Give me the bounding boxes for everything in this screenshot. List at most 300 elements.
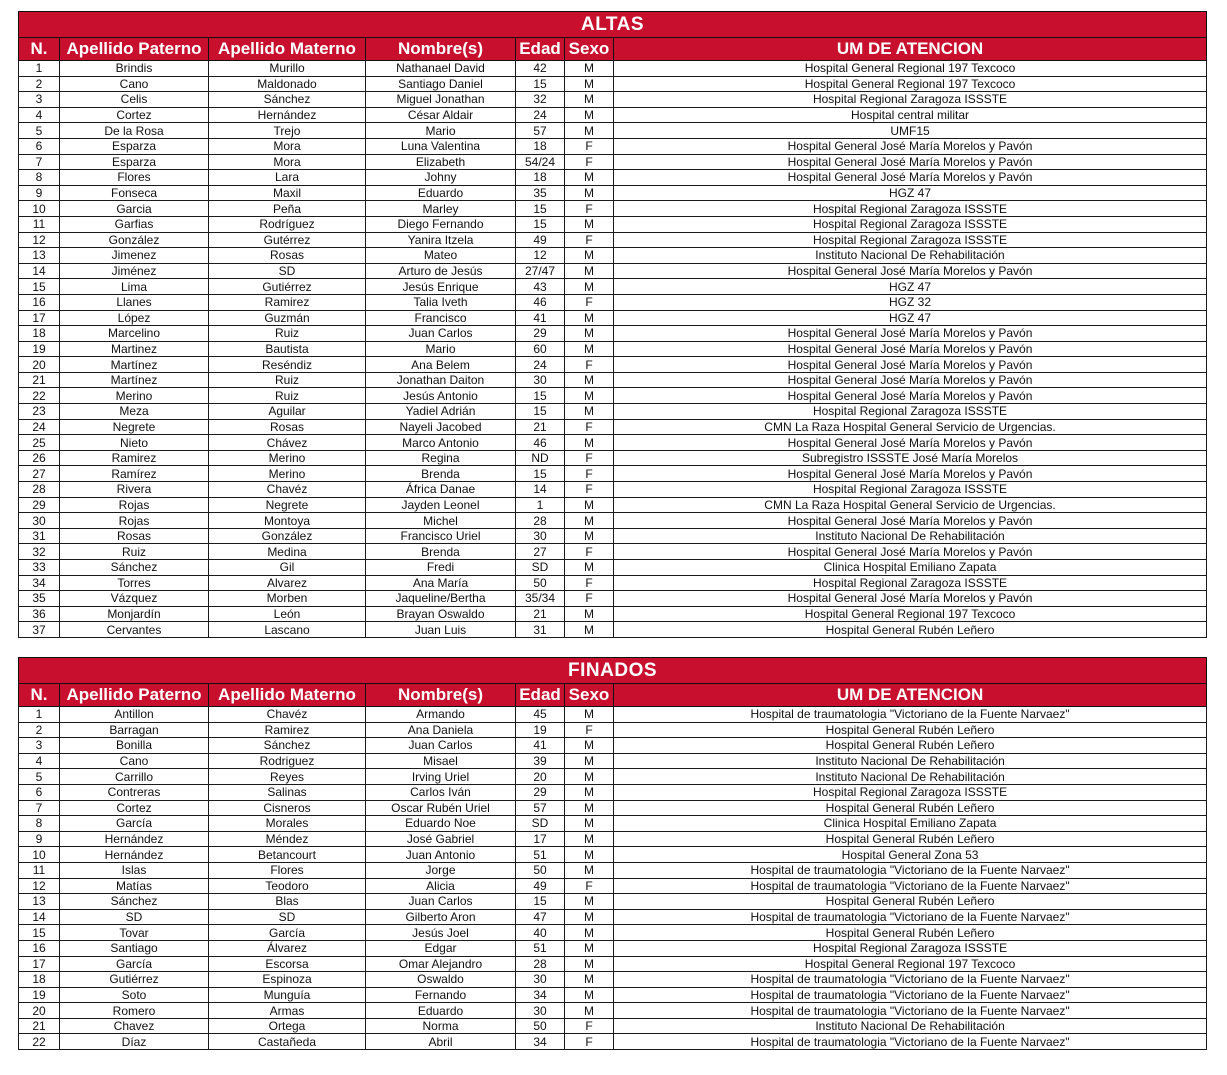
cell-edad: 50: [516, 862, 565, 878]
cell-edad: 15: [516, 201, 565, 217]
cell-apellido-materno: Gutiérrez: [209, 279, 366, 295]
cell-um-atencion: Hospital General José María Morelos y Pavón: [614, 138, 1207, 154]
table-row: [19, 560, 1207, 576]
cell-apellido-materno: Ortega: [209, 1018, 366, 1034]
cell-edad: ND: [516, 450, 565, 466]
cell-apellido-materno: Montoya: [209, 513, 366, 529]
cell-apellido-paterno: Soto: [60, 987, 209, 1003]
cell-um-atencion: Hospital General Regional 197 Texcoco: [614, 76, 1207, 92]
cell-number: 9: [19, 185, 60, 201]
cell-edad: 57: [516, 123, 565, 139]
table-row: [19, 419, 1207, 435]
cell-apellido-paterno: Martínez: [60, 357, 209, 373]
cell-edad: 39: [516, 753, 565, 769]
cell-apellido-paterno: Meza: [60, 404, 209, 420]
cell-nombres: Eduardo: [366, 1003, 516, 1019]
cell-sexo: M: [565, 528, 614, 544]
cell-sexo: M: [565, 769, 614, 785]
cell-number: 28: [19, 482, 60, 498]
col-header-um-atencion: UM DE ATENCION: [614, 38, 1207, 61]
cell-nombres: Juan Antonio: [366, 847, 516, 863]
cell-nombres: Jesús Antonio: [366, 388, 516, 404]
cell-number: 21: [19, 372, 60, 388]
cell-edad: 17: [516, 831, 565, 847]
cell-sexo: F: [565, 201, 614, 217]
cell-nombres: Abril: [366, 1034, 516, 1050]
cell-edad: 31: [516, 622, 565, 638]
cell-apellido-paterno: Marcelino: [60, 326, 209, 342]
cell-nombres: Michel: [366, 513, 516, 529]
cell-sexo: M: [565, 326, 614, 342]
cell-apellido-paterno: De la Rosa: [60, 123, 209, 139]
table-row: [19, 972, 1207, 988]
table-row: [19, 909, 1207, 925]
table-row: [19, 201, 1207, 217]
table-row: [19, 987, 1207, 1003]
cell-um-atencion: Hospital General José María Morelos y Pavón: [614, 372, 1207, 388]
cell-apellido-materno: Gil: [209, 560, 366, 576]
altas-section: [18, 11, 1206, 638]
cell-edad: 34: [516, 1034, 565, 1050]
cell-number: 12: [19, 878, 60, 894]
cell-nombres: Yanira Itzela: [366, 232, 516, 248]
cell-sexo: M: [565, 940, 614, 956]
table-row: [19, 940, 1207, 956]
cell-nombres: Jesús Enrique: [366, 279, 516, 295]
cell-number: 37: [19, 622, 60, 638]
cell-number: 20: [19, 357, 60, 373]
cell-sexo: F: [565, 544, 614, 560]
table-row: [19, 1034, 1207, 1050]
cell-edad: 21: [516, 606, 565, 622]
table-row: [19, 862, 1207, 878]
table-row: [19, 294, 1207, 310]
cell-number: 10: [19, 201, 60, 217]
cell-apellido-paterno: Nieto: [60, 435, 209, 451]
cell-sexo: F: [565, 575, 614, 591]
table-row: [19, 1018, 1207, 1034]
cell-sexo: M: [565, 925, 614, 941]
cell-apellido-paterno: Martinez: [60, 341, 209, 357]
cell-number: 8: [19, 816, 60, 832]
table-row: [19, 1003, 1207, 1019]
cell-apellido-paterno: Cano: [60, 753, 209, 769]
cell-sexo: M: [565, 753, 614, 769]
cell-sexo: M: [565, 909, 614, 925]
cell-nombres: Francisco: [366, 310, 516, 326]
cell-sexo: M: [565, 248, 614, 264]
cell-apellido-materno: Aguilar: [209, 404, 366, 420]
cell-um-atencion: HGZ 47: [614, 185, 1207, 201]
finados-table: [18, 657, 1207, 1050]
col-header-apellido-paterno: Apellido Paterno: [60, 684, 209, 707]
cell-sexo: F: [565, 154, 614, 170]
cell-nombres: Oswaldo: [366, 972, 516, 988]
cell-um-atencion: CMN La Raza Hospital General Servicio de Urgencias.: [614, 497, 1207, 513]
cell-apellido-paterno: Jimenez: [60, 248, 209, 264]
cell-sexo: F: [565, 419, 614, 435]
cell-um-atencion: CMN La Raza Hospital General Servicio de Urgencias.: [614, 419, 1207, 435]
cell-apellido-paterno: Negrete: [60, 419, 209, 435]
cell-number: 7: [19, 800, 60, 816]
table-row: [19, 76, 1207, 92]
cell-apellido-paterno: Brindis: [60, 61, 209, 77]
cell-apellido-materno: Álvarez: [209, 940, 366, 956]
cell-apellido-paterno: Cano: [60, 76, 209, 92]
cell-nombres: Nayeli Jacobed: [366, 419, 516, 435]
table-row: [19, 466, 1207, 482]
cell-apellido-materno: Medina: [209, 544, 366, 560]
cell-apellido-paterno: Carrillo: [60, 769, 209, 785]
cell-apellido-materno: Lara: [209, 170, 366, 186]
cell-apellido-materno: Gutérrez: [209, 232, 366, 248]
cell-sexo: M: [565, 707, 614, 723]
cell-apellido-materno: Ruiz: [209, 388, 366, 404]
cell-apellido-paterno: Contreras: [60, 784, 209, 800]
table-row: [19, 753, 1207, 769]
cell-apellido-paterno: Ramirez: [60, 450, 209, 466]
cell-number: 19: [19, 987, 60, 1003]
cell-nombres: Juan Carlos: [366, 326, 516, 342]
cell-apellido-materno: Trejo: [209, 123, 366, 139]
cell-number: 35: [19, 591, 60, 607]
cell-number: 15: [19, 925, 60, 941]
table-row: [19, 357, 1207, 373]
cell-apellido-materno: Chavéz: [209, 707, 366, 723]
cell-edad: 51: [516, 940, 565, 956]
table-row: [19, 388, 1207, 404]
cell-edad: 60: [516, 341, 565, 357]
cell-number: 32: [19, 544, 60, 560]
cell-apellido-materno: Chávez: [209, 435, 366, 451]
cell-apellido-paterno: Rosas: [60, 528, 209, 544]
cell-edad: 29: [516, 784, 565, 800]
cell-um-atencion: Hospital Regional Zaragoza ISSSTE: [614, 92, 1207, 108]
cell-edad: 30: [516, 1003, 565, 1019]
cell-nombres: Mateo: [366, 248, 516, 264]
table-row: [19, 925, 1207, 941]
cell-apellido-materno: Chavéz: [209, 482, 366, 498]
cell-number: 6: [19, 138, 60, 154]
cell-nombres: Brenda: [366, 544, 516, 560]
table-row: [19, 738, 1207, 754]
table-row: [19, 878, 1207, 894]
cell-number: 5: [19, 769, 60, 785]
cell-edad: 49: [516, 232, 565, 248]
cell-nombres: Fredi: [366, 560, 516, 576]
cell-apellido-materno: Reséndiz: [209, 357, 366, 373]
cell-nombres: Norma: [366, 1018, 516, 1034]
cell-sexo: M: [565, 513, 614, 529]
cell-sexo: M: [565, 956, 614, 972]
cell-edad: 24: [516, 107, 565, 123]
cell-number: 3: [19, 738, 60, 754]
cell-apellido-paterno: Hernández: [60, 847, 209, 863]
cell-number: 26: [19, 450, 60, 466]
cell-sexo: F: [565, 450, 614, 466]
cell-number: 25: [19, 435, 60, 451]
table-row: [19, 372, 1207, 388]
cell-sexo: M: [565, 972, 614, 988]
cell-nombres: Ana Daniela: [366, 722, 516, 738]
cell-um-atencion: Hospital General Rubén Leñero: [614, 738, 1207, 754]
cell-number: 13: [19, 894, 60, 910]
cell-number: 8: [19, 170, 60, 186]
col-header-nombres: Nombre(s): [366, 38, 516, 61]
cell-edad: 1: [516, 497, 565, 513]
cell-um-atencion: HGZ 47: [614, 310, 1207, 326]
cell-apellido-paterno: Antillon: [60, 707, 209, 723]
table-row: [19, 326, 1207, 342]
cell-nombres: César Aldair: [366, 107, 516, 123]
cell-edad: 41: [516, 310, 565, 326]
cell-edad: 28: [516, 956, 565, 972]
cell-number: 13: [19, 248, 60, 264]
cell-apellido-paterno: Chavez: [60, 1018, 209, 1034]
table-row: [19, 170, 1207, 186]
cell-apellido-paterno: Esparza: [60, 154, 209, 170]
section-title: ALTAS: [19, 12, 1207, 38]
finados-section: [18, 657, 1206, 1050]
cell-number: 4: [19, 107, 60, 123]
cell-nombres: Carlos Iván: [366, 784, 516, 800]
cell-apellido-paterno: Bonilla: [60, 738, 209, 754]
col-header-apellido-paterno: Apellido Paterno: [60, 38, 209, 61]
cell-apellido-materno: Sánchez: [209, 92, 366, 108]
cell-nombres: Santiago Daniel: [366, 76, 516, 92]
cell-nombres: Johny: [366, 170, 516, 186]
cell-edad: 15: [516, 76, 565, 92]
cell-edad: 21: [516, 419, 565, 435]
cell-sexo: F: [565, 482, 614, 498]
cell-apellido-materno: Betancourt: [209, 847, 366, 863]
cell-edad: 15: [516, 894, 565, 910]
cell-apellido-paterno: Fonseca: [60, 185, 209, 201]
cell-apellido-paterno: González: [60, 232, 209, 248]
cell-edad: 50: [516, 1018, 565, 1034]
cell-nombres: Brenda: [366, 466, 516, 482]
cell-edad: 35/34: [516, 591, 565, 607]
cell-edad: 42: [516, 61, 565, 77]
cell-nombres: Edgar: [366, 940, 516, 956]
cell-um-atencion: Hospital General José María Morelos y Pavón: [614, 466, 1207, 482]
cell-nombres: Miguel Jonathan: [366, 92, 516, 108]
cell-apellido-materno: Ramirez: [209, 722, 366, 738]
cell-number: 3: [19, 92, 60, 108]
cell-number: 19: [19, 341, 60, 357]
cell-nombres: Fernando: [366, 987, 516, 1003]
cell-apellido-paterno: Merino: [60, 388, 209, 404]
cell-apellido-paterno: Barragan: [60, 722, 209, 738]
cell-number: 11: [19, 862, 60, 878]
cell-um-atencion: Hospital Regional Zaragoza ISSSTE: [614, 216, 1207, 232]
cell-sexo: M: [565, 92, 614, 108]
cell-apellido-paterno: Cervantes: [60, 622, 209, 638]
cell-nombres: Yadiel Adrián: [366, 404, 516, 420]
cell-nombres: Jaqueline/Bertha: [366, 591, 516, 607]
table-row: [19, 513, 1207, 529]
cell-edad: SD: [516, 816, 565, 832]
cell-sexo: M: [565, 738, 614, 754]
table-row: [19, 61, 1207, 77]
cell-um-atencion: Hospital General José María Morelos y Pavón: [614, 357, 1207, 373]
cell-apellido-paterno: Cortez: [60, 800, 209, 816]
cell-nombres: Francisco Uriel: [366, 528, 516, 544]
cell-nombres: Misael: [366, 753, 516, 769]
table-row: [19, 185, 1207, 201]
cell-edad: 40: [516, 925, 565, 941]
cell-number: 31: [19, 528, 60, 544]
cell-apellido-paterno: Ramírez: [60, 466, 209, 482]
cell-apellido-materno: Merino: [209, 466, 366, 482]
cell-apellido-paterno: Esparza: [60, 138, 209, 154]
cell-apellido-materno: Rosas: [209, 419, 366, 435]
cell-apellido-paterno: Lima: [60, 279, 209, 295]
cell-edad: 15: [516, 216, 565, 232]
cell-number: 9: [19, 831, 60, 847]
cell-number: 2: [19, 76, 60, 92]
table-row: [19, 528, 1207, 544]
table-row: [19, 800, 1207, 816]
cell-edad: 34: [516, 987, 565, 1003]
cell-apellido-materno: Hernández: [209, 107, 366, 123]
cell-sexo: M: [565, 310, 614, 326]
cell-apellido-materno: Morben: [209, 591, 366, 607]
table-row: [19, 310, 1207, 326]
table-row: [19, 435, 1207, 451]
cell-apellido-paterno: Garfias: [60, 216, 209, 232]
cell-sexo: M: [565, 497, 614, 513]
cell-um-atencion: Hospital General José María Morelos y Pavón: [614, 513, 1207, 529]
cell-nombres: Regina: [366, 450, 516, 466]
cell-um-atencion: UMF15: [614, 123, 1207, 139]
cell-sexo: F: [565, 591, 614, 607]
cell-sexo: M: [565, 816, 614, 832]
cell-number: 33: [19, 560, 60, 576]
cell-sexo: M: [565, 341, 614, 357]
cell-nombres: Alicia: [366, 878, 516, 894]
cell-nombres: Nathanael David: [366, 61, 516, 77]
cell-edad: 24: [516, 357, 565, 373]
cell-number: 24: [19, 419, 60, 435]
cell-number: 12: [19, 232, 60, 248]
cell-number: 30: [19, 513, 60, 529]
cell-edad: 12: [516, 248, 565, 264]
cell-nombres: Eduardo: [366, 185, 516, 201]
cell-apellido-paterno: Ruiz: [60, 544, 209, 560]
cell-edad: 18: [516, 170, 565, 186]
cell-apellido-materno: Ruiz: [209, 372, 366, 388]
cell-nombres: África Danae: [366, 482, 516, 498]
cell-edad: 47: [516, 909, 565, 925]
cell-nombres: Jorge: [366, 862, 516, 878]
cell-um-atencion: Hospital General José María Morelos y Pavón: [614, 341, 1207, 357]
cell-apellido-paterno: Llanes: [60, 294, 209, 310]
table-row: [19, 544, 1207, 560]
cell-sexo: M: [565, 622, 614, 638]
table-row: [19, 216, 1207, 232]
cell-number: 17: [19, 310, 60, 326]
cell-number: 29: [19, 497, 60, 513]
cell-edad: 41: [516, 738, 565, 754]
cell-sexo: F: [565, 466, 614, 482]
table-row: [19, 769, 1207, 785]
cell-edad: SD: [516, 560, 565, 576]
cell-edad: 27: [516, 544, 565, 560]
cell-edad: 14: [516, 482, 565, 498]
cell-um-atencion: Instituto Nacional De Rehabilitación: [614, 248, 1207, 264]
cell-um-atencion: Hospital General José María Morelos y Pavón: [614, 326, 1207, 342]
cell-nombres: Diego Fernando: [366, 216, 516, 232]
cell-um-atencion: Instituto Nacional De Rehabilitación: [614, 769, 1207, 785]
cell-apellido-materno: Munguía: [209, 987, 366, 1003]
cell-sexo: M: [565, 170, 614, 186]
cell-number: 7: [19, 154, 60, 170]
cell-edad: 27/47: [516, 263, 565, 279]
cell-um-atencion: Hospital General José María Morelos y Pavón: [614, 388, 1207, 404]
cell-apellido-materno: González: [209, 528, 366, 544]
cell-number: 6: [19, 784, 60, 800]
table-row: [19, 123, 1207, 139]
cell-um-atencion: Hospital de traumatologia "Victoriano de la Fuente Narvaez": [614, 862, 1207, 878]
cell-edad: 30: [516, 972, 565, 988]
header-row: [19, 684, 1207, 707]
cell-apellido-paterno: Rojas: [60, 513, 209, 529]
cell-um-atencion: Hospital General Rubén Leñero: [614, 894, 1207, 910]
cell-apellido-materno: Rodríguez: [209, 216, 366, 232]
cell-apellido-materno: Mora: [209, 138, 366, 154]
cell-um-atencion: HGZ 47: [614, 279, 1207, 295]
cell-number: 1: [19, 61, 60, 77]
col-header-apellido-materno: Apellido Materno: [209, 38, 366, 61]
cell-um-atencion: Hospital Regional Zaragoza ISSSTE: [614, 232, 1207, 248]
table-row: [19, 248, 1207, 264]
cell-sexo: M: [565, 279, 614, 295]
cell-nombres: José Gabriel: [366, 831, 516, 847]
cell-um-atencion: Instituto Nacional De Rehabilitación: [614, 1018, 1207, 1034]
cell-apellido-materno: Rodriguez: [209, 753, 366, 769]
cell-um-atencion: Clinica Hospital Emiliano Zapata: [614, 560, 1207, 576]
cell-sexo: M: [565, 61, 614, 77]
cell-number: 14: [19, 909, 60, 925]
cell-nombres: Ana María: [366, 575, 516, 591]
cell-number: 34: [19, 575, 60, 591]
cell-edad: 19: [516, 722, 565, 738]
cell-sexo: M: [565, 372, 614, 388]
cell-nombres: Irving Uriel: [366, 769, 516, 785]
cell-um-atencion: Hospital Regional Zaragoza ISSSTE: [614, 482, 1207, 498]
cell-sexo: M: [565, 404, 614, 420]
cell-sexo: F: [565, 294, 614, 310]
col-header-edad: Edad: [516, 38, 565, 61]
cell-um-atencion: Hospital de traumatologia "Victoriano de la Fuente Narvaez": [614, 987, 1207, 1003]
cell-nombres: Omar Alejandro: [366, 956, 516, 972]
cell-apellido-paterno: Jiménez: [60, 263, 209, 279]
cell-um-atencion: Instituto Nacional De Rehabilitación: [614, 528, 1207, 544]
cell-um-atencion: Hospital de traumatologia "Victoriano de la Fuente Narvaez": [614, 878, 1207, 894]
cell-edad: 29: [516, 326, 565, 342]
cell-sexo: M: [565, 606, 614, 622]
cell-number: 11: [19, 216, 60, 232]
cell-apellido-materno: Escorsa: [209, 956, 366, 972]
cell-nombres: Jayden Leonel: [366, 497, 516, 513]
cell-apellido-paterno: Islas: [60, 862, 209, 878]
cell-um-atencion: Hospital General Zona 53: [614, 847, 1207, 863]
cell-um-atencion: Hospital Regional Zaragoza ISSSTE: [614, 940, 1207, 956]
cell-number: 16: [19, 940, 60, 956]
cell-edad: 30: [516, 528, 565, 544]
cell-apellido-materno: Negrete: [209, 497, 366, 513]
